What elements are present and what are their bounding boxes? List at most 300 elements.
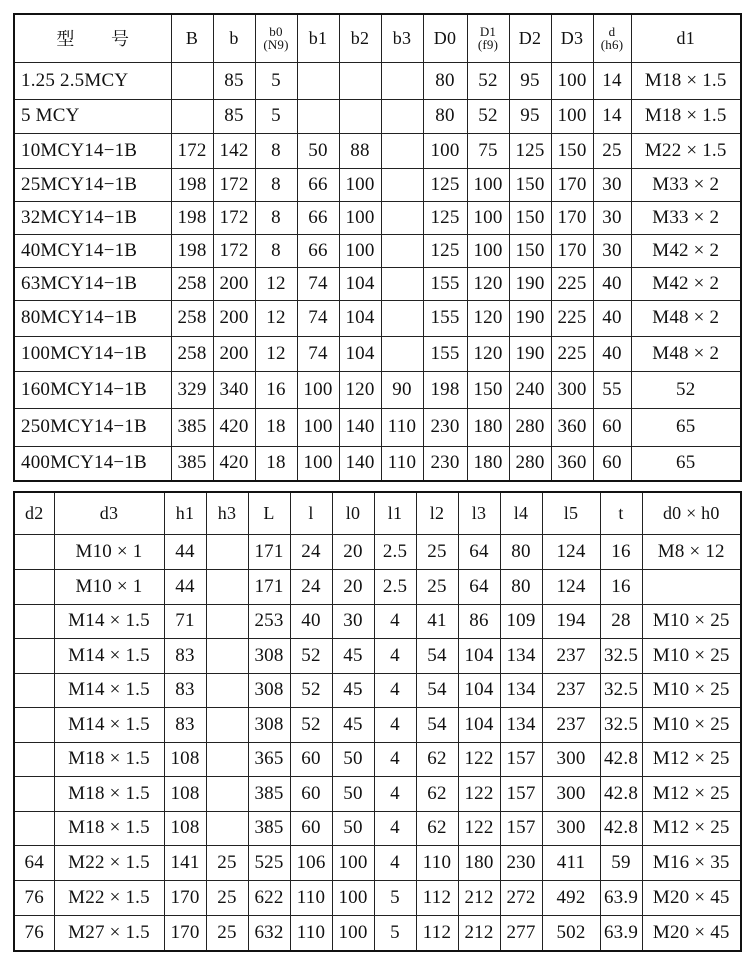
table-cell: 52	[467, 62, 509, 99]
column-header: l5	[542, 492, 600, 534]
table-cell: 65	[631, 408, 741, 446]
table-cell: 171	[248, 569, 290, 604]
table-cell: 411	[542, 845, 600, 880]
column-header: h1	[164, 492, 206, 534]
table-cell: 170	[551, 168, 593, 201]
table-cell: 4	[374, 638, 416, 673]
table-cell	[381, 336, 423, 371]
column-header	[593, 14, 631, 62]
table-cell: 155	[423, 300, 467, 336]
table-cell: 100	[297, 446, 339, 481]
table-cell: 240	[509, 371, 551, 408]
table-cell	[381, 300, 423, 336]
table-cell	[14, 707, 54, 742]
table-cell: 4	[374, 707, 416, 742]
table-cell: 172	[213, 201, 255, 234]
column-header: l	[290, 492, 332, 534]
table-cell: 308	[248, 638, 290, 673]
table-cell: 62	[416, 742, 458, 776]
table-cell: 122	[458, 776, 500, 811]
table-cell: 74	[297, 267, 339, 300]
table-cell: 340	[213, 371, 255, 408]
table-cell: 172	[171, 133, 213, 168]
table-cell: 8	[255, 201, 297, 234]
table-cell: 110	[290, 880, 332, 915]
table-cell: 280	[509, 408, 551, 446]
table-cell: 172	[213, 168, 255, 201]
table-cell: 41	[416, 604, 458, 638]
table-cell: 108	[164, 811, 206, 845]
table-cell: 80	[500, 569, 542, 604]
table-cell: 8	[255, 234, 297, 267]
table-cell: 104	[339, 336, 381, 371]
table-cell: 32.5	[600, 707, 642, 742]
column-header: t	[600, 492, 642, 534]
table-cell: 95	[509, 62, 551, 99]
table-cell: 198	[171, 168, 213, 201]
table-cell: 100	[551, 62, 593, 99]
table-cell: 18	[255, 446, 297, 481]
table-cell	[14, 534, 54, 569]
table-cell	[381, 234, 423, 267]
table-cell: 52	[290, 638, 332, 673]
table-cell: 32MCY14−1B	[14, 201, 171, 234]
table-cell: 12	[255, 336, 297, 371]
table-cell: 65	[631, 446, 741, 481]
table-cell: 64	[458, 569, 500, 604]
column-header: l1	[374, 492, 416, 534]
table-cell: 30	[593, 201, 631, 234]
table-cell: 300	[542, 811, 600, 845]
table-cell: 120	[467, 336, 509, 371]
table-cell: 60	[290, 811, 332, 845]
table-cell: 122	[458, 742, 500, 776]
table-cell: 100	[297, 371, 339, 408]
table-cell: 44	[164, 534, 206, 569]
table-cell: 80	[423, 62, 467, 99]
table-cell: 225	[551, 336, 593, 371]
table-cell: 198	[423, 371, 467, 408]
table-cell: 237	[542, 638, 600, 673]
table-cell	[171, 62, 213, 99]
table-cell: M27 × 1.5	[54, 915, 164, 951]
table-cell: 40MCY14−1B	[14, 234, 171, 267]
table-cell: 100	[332, 915, 374, 951]
column-header: b3	[381, 14, 423, 62]
column-header	[255, 14, 297, 62]
table-cell: 25	[416, 569, 458, 604]
table-cell: 4	[374, 845, 416, 880]
table-cell: M18 × 1.5	[631, 62, 741, 99]
table-cell: 42.8	[600, 811, 642, 845]
table-cell: 83	[164, 707, 206, 742]
table-cell	[381, 62, 423, 99]
table-cell: 42.8	[600, 776, 642, 811]
table-cell: 100	[551, 99, 593, 133]
table-cell	[206, 604, 248, 638]
table-cell: 100	[467, 168, 509, 201]
table-cell: 100	[332, 845, 374, 880]
table-row	[14, 845, 741, 880]
table-cell: 170	[164, 915, 206, 951]
table-cell: 190	[509, 300, 551, 336]
table-cell: 76	[14, 880, 54, 915]
table-cell: 10MCY14−1B	[14, 133, 171, 168]
column-header: D0	[423, 14, 467, 62]
table-cell: 122	[458, 811, 500, 845]
table-cell	[14, 811, 54, 845]
table-row	[14, 62, 741, 99]
table-cell: 365	[248, 742, 290, 776]
table-cell: 66	[297, 168, 339, 201]
table-cell: 134	[500, 638, 542, 673]
table-cell: 150	[509, 201, 551, 234]
table-cell: 150	[509, 234, 551, 267]
table-cell: M16 × 35	[642, 845, 741, 880]
table-cell: 308	[248, 707, 290, 742]
table-cell: 83	[164, 638, 206, 673]
table-cell: 18	[255, 408, 297, 446]
table-cell: 20	[332, 534, 374, 569]
table-cell: 16	[600, 534, 642, 569]
table-cell: M22 × 1.5	[631, 133, 741, 168]
table-cell: M10 × 1	[54, 569, 164, 604]
table-cell	[14, 569, 54, 604]
table-cell: 100	[339, 201, 381, 234]
table-cell: 100	[339, 234, 381, 267]
table-cell: 492	[542, 880, 600, 915]
table-row	[14, 133, 741, 168]
table-row	[14, 638, 741, 673]
table-cell: 150	[467, 371, 509, 408]
header-symbol: b0	[269, 24, 283, 40]
table-cell: 25	[206, 915, 248, 951]
table-cell: 632	[248, 915, 290, 951]
table-cell: 100MCY14−1B	[14, 336, 171, 371]
table-cell: 75	[467, 133, 509, 168]
table-cell: 300	[551, 371, 593, 408]
table-cell: 45	[332, 638, 374, 673]
table-cell	[339, 99, 381, 133]
table-cell: 32.5	[600, 638, 642, 673]
table-cell: 45	[332, 673, 374, 707]
column-header: B	[171, 14, 213, 62]
table-cell: 385	[248, 811, 290, 845]
table-cell: 100	[423, 133, 467, 168]
table-cell: 2.5	[374, 534, 416, 569]
table-cell: 74	[297, 300, 339, 336]
table-cell: 63.9	[600, 880, 642, 915]
table-cell: 300	[542, 742, 600, 776]
table-cell: M18 × 1.5	[631, 99, 741, 133]
table-cell: 525	[248, 845, 290, 880]
table-cell: M20 × 45	[642, 880, 741, 915]
table-cell: 160MCY14−1B	[14, 371, 171, 408]
table-cell: 95	[509, 99, 551, 133]
table-cell: 141	[164, 845, 206, 880]
table-cell: 40	[593, 267, 631, 300]
table-cell: 100	[332, 880, 374, 915]
table-cell: M42 × 2	[631, 267, 741, 300]
table-row	[14, 446, 741, 481]
table-cell: 225	[551, 267, 593, 300]
table-cell: 63.9	[600, 915, 642, 951]
table-cell: M33 × 2	[631, 168, 741, 201]
table-row	[14, 99, 741, 133]
column-header: D2	[509, 14, 551, 62]
table-cell	[297, 62, 339, 99]
table-cell	[14, 776, 54, 811]
table-cell: 8	[255, 168, 297, 201]
table-cell: 100	[339, 168, 381, 201]
table-cell: 4	[374, 604, 416, 638]
table-cell: 85	[213, 99, 255, 133]
table-cell: 30	[593, 168, 631, 201]
table-cell: 155	[423, 267, 467, 300]
table-cell	[206, 638, 248, 673]
table-cell: 170	[551, 234, 593, 267]
table-cell: 50	[297, 133, 339, 168]
table-cell: 180	[458, 845, 500, 880]
table-cell: M42 × 2	[631, 234, 741, 267]
table-cell: 55	[593, 371, 631, 408]
table-cell: 230	[423, 446, 467, 481]
table-cell: 25	[206, 880, 248, 915]
table-cell: 420	[213, 446, 255, 481]
table-cell: 4	[374, 776, 416, 811]
table-cell: 4	[374, 742, 416, 776]
table-row	[14, 811, 741, 845]
table-cell: 272	[500, 880, 542, 915]
table-row	[14, 408, 741, 446]
table-cell	[14, 742, 54, 776]
table-cell: 110	[416, 845, 458, 880]
table-cell: 258	[171, 300, 213, 336]
table-cell: 5	[374, 915, 416, 951]
table-cell	[206, 707, 248, 742]
table-cell: 120	[339, 371, 381, 408]
table-cell: 60	[290, 742, 332, 776]
table-row	[14, 880, 741, 915]
table-cell: M12 × 25	[642, 776, 741, 811]
header-symbol: d	[608, 24, 616, 40]
column-header: h3	[206, 492, 248, 534]
table-cell: 64	[458, 534, 500, 569]
table-cell: M12 × 25	[642, 742, 741, 776]
table-cell: 308	[248, 673, 290, 707]
table-cell: 108	[164, 776, 206, 811]
table-cell: 171	[248, 534, 290, 569]
table-cell: 120	[467, 300, 509, 336]
table-cell: 157	[500, 811, 542, 845]
table-cell	[14, 638, 54, 673]
table-cell: 125	[509, 133, 551, 168]
column-header: D3	[551, 14, 593, 62]
table-cell: M12 × 25	[642, 811, 741, 845]
table-cell: 20	[332, 569, 374, 604]
table-cell: M14 × 1.5	[54, 673, 164, 707]
column-header: l0	[332, 492, 374, 534]
table-cell: 112	[416, 880, 458, 915]
table-cell: 400MCY14−1B	[14, 446, 171, 481]
table-cell	[381, 133, 423, 168]
table-cell: 63MCY14−1B	[14, 267, 171, 300]
table-cell: 66	[297, 234, 339, 267]
table-cell: 80	[500, 534, 542, 569]
table-cell: 104	[458, 673, 500, 707]
table-cell: M14 × 1.5	[54, 638, 164, 673]
table-row	[14, 336, 741, 371]
table-cell: M18 × 1.5	[54, 742, 164, 776]
table-row	[14, 604, 741, 638]
table-cell: 24	[290, 534, 332, 569]
table-cell: 170	[164, 880, 206, 915]
table-cell: 109	[500, 604, 542, 638]
table-cell: 52	[631, 371, 741, 408]
table-cell: 212	[458, 880, 500, 915]
column-header: L	[248, 492, 290, 534]
header-tolerance: (f9)	[477, 37, 499, 53]
table-cell: 4	[374, 811, 416, 845]
table-cell: M18 × 1.5	[54, 811, 164, 845]
table-cell: 1.25 2.5MCY	[14, 62, 171, 99]
column-header: l2	[416, 492, 458, 534]
table-cell: 194	[542, 604, 600, 638]
table-cell	[14, 604, 54, 638]
table-cell	[381, 99, 423, 133]
table-cell: M20 × 45	[642, 915, 741, 951]
table-cell	[14, 673, 54, 707]
table-cell: 300	[542, 776, 600, 811]
table-cell: 66	[297, 201, 339, 234]
column-header: l3	[458, 492, 500, 534]
table-cell: 230	[423, 408, 467, 446]
table-cell	[381, 267, 423, 300]
table-cell: 134	[500, 707, 542, 742]
table-cell: 50	[332, 742, 374, 776]
table-cell: 125	[423, 201, 467, 234]
table-cell: 212	[458, 915, 500, 951]
table-row	[14, 168, 741, 201]
table-cell: 198	[171, 234, 213, 267]
table-cell: 30	[332, 604, 374, 638]
table-cell: 62	[416, 776, 458, 811]
table-cell: 385	[248, 776, 290, 811]
header-tolerance: (h6)	[600, 37, 624, 53]
table-cell	[206, 811, 248, 845]
table-cell	[339, 62, 381, 99]
table-cell: 237	[542, 707, 600, 742]
table-cell: 124	[542, 534, 600, 569]
header-row	[14, 14, 741, 62]
table-cell: 100	[467, 201, 509, 234]
table-cell: 104	[339, 300, 381, 336]
table-cell: 52	[467, 99, 509, 133]
table-cell: 140	[339, 446, 381, 481]
table-cell: 258	[171, 336, 213, 371]
table-cell: 25	[416, 534, 458, 569]
table-cell: 40	[593, 300, 631, 336]
column-header	[467, 14, 509, 62]
table-cell: 74	[297, 336, 339, 371]
table-cell: 80MCY14−1B	[14, 300, 171, 336]
table-cell: M18 × 1.5	[54, 776, 164, 811]
table-row	[14, 300, 741, 336]
table-cell: 360	[551, 408, 593, 446]
column-header: l4	[500, 492, 542, 534]
table-cell: 180	[467, 408, 509, 446]
table-row	[14, 371, 741, 408]
table-cell: 50	[332, 776, 374, 811]
table-cell: 198	[171, 201, 213, 234]
table-cell: 44	[164, 569, 206, 604]
table-row	[14, 707, 741, 742]
table-cell: 200	[213, 300, 255, 336]
table-cell: M48 × 2	[631, 300, 741, 336]
table-cell: 42.8	[600, 742, 642, 776]
table-cell: 110	[290, 915, 332, 951]
table-cell: 124	[542, 569, 600, 604]
table-cell: 134	[500, 673, 542, 707]
table-cell: 120	[467, 267, 509, 300]
table-cell: 54	[416, 638, 458, 673]
table-cell: 25MCY14−1B	[14, 168, 171, 201]
table-cell: 180	[467, 446, 509, 481]
table-cell: 80	[423, 99, 467, 133]
column-header: b1	[297, 14, 339, 62]
table-cell: 170	[551, 201, 593, 234]
table-cell: 200	[213, 336, 255, 371]
table-cell: 25	[206, 845, 248, 880]
table-cell: M22 × 1.5	[54, 880, 164, 915]
table-cell: M14 × 1.5	[54, 707, 164, 742]
table-cell: 60	[593, 408, 631, 446]
dimension-table-top	[13, 13, 742, 482]
column-header: b	[213, 14, 255, 62]
table-cell: 230	[500, 845, 542, 880]
table-cell: 28	[600, 604, 642, 638]
column-header: b2	[339, 14, 381, 62]
table-cell: 5 MCY	[14, 99, 171, 133]
table-cell	[206, 742, 248, 776]
table-cell	[381, 168, 423, 201]
column-header: d2	[14, 492, 54, 534]
table-cell: 502	[542, 915, 600, 951]
table-cell	[206, 776, 248, 811]
table-cell: M48 × 2	[631, 336, 741, 371]
table-cell: 155	[423, 336, 467, 371]
table-cell: 172	[213, 234, 255, 267]
header-row	[14, 492, 741, 534]
table-cell: 64	[14, 845, 54, 880]
table-cell: 125	[423, 234, 467, 267]
table-cell: 225	[551, 300, 593, 336]
table-row	[14, 234, 741, 267]
table-cell: 420	[213, 408, 255, 446]
table-cell: 14	[593, 99, 631, 133]
table-cell: 62	[416, 811, 458, 845]
table-cell: 12	[255, 267, 297, 300]
table-cell: M14 × 1.5	[54, 604, 164, 638]
table-cell: 25	[593, 133, 631, 168]
column-header: d3	[54, 492, 164, 534]
table-cell: 8	[255, 133, 297, 168]
table-cell: 90	[381, 371, 423, 408]
table-cell	[206, 673, 248, 707]
table-cell: 12	[255, 300, 297, 336]
table-cell: 5	[255, 62, 297, 99]
table-row	[14, 569, 741, 604]
